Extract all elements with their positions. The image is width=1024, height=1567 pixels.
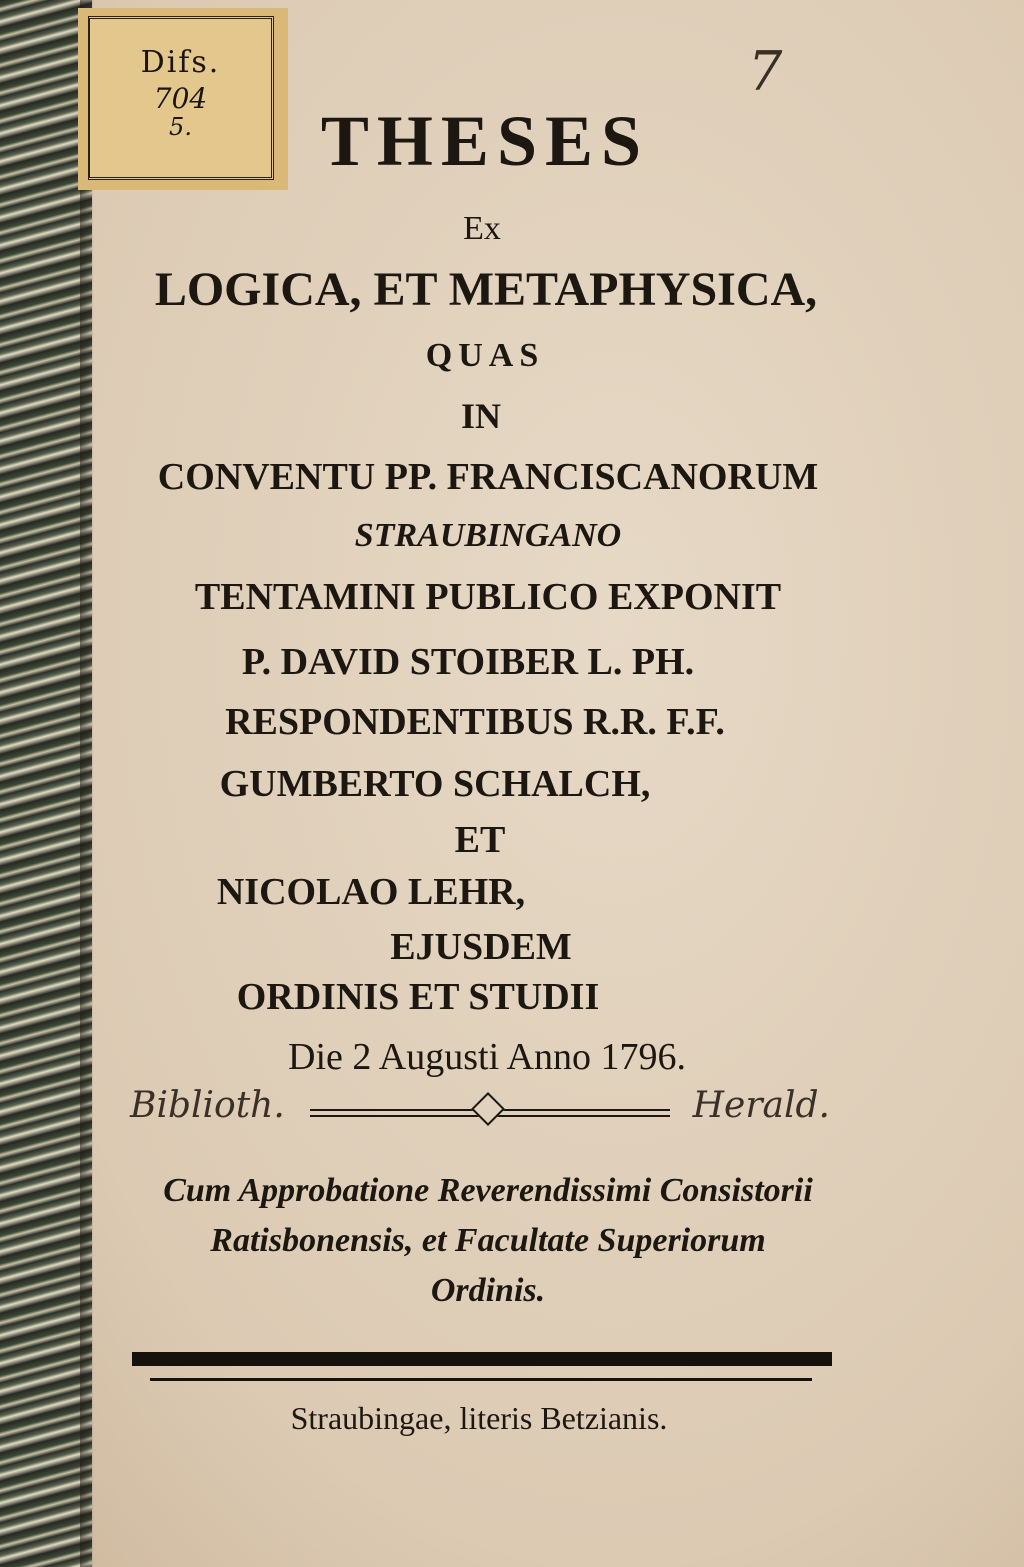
line-straubingano: STRAUBINGANO: [354, 517, 622, 554]
line-david: P. DAVID STOIBER L. PH.: [241, 641, 695, 683]
shelf-label-line3: 5.: [169, 113, 192, 141]
line-gumberto: GUMBERTO SCHALCH,: [219, 763, 651, 805]
library-stamp-right: Herald.: [692, 1085, 830, 1126]
line-nicolao: NICOLAO LEHR,: [216, 871, 526, 913]
pencil-mark: 7: [748, 40, 783, 103]
page-title: THESES: [320, 101, 650, 181]
ornament-row: [130, 1085, 830, 1135]
line-tentamini: TENTAMINI PUBLICO EXPONIT: [194, 576, 782, 618]
library-stamp-left: Biblioth.: [130, 1085, 285, 1126]
imprint: Straubingae, literis Betzianis.: [290, 1400, 668, 1436]
line-respondentibus: RESPONDENTIBUS R.R. F.F.: [225, 701, 725, 743]
approbation-line3: Ordinis.: [430, 1272, 546, 1309]
line-et: ET: [454, 819, 506, 861]
line-quas: QUAS: [425, 337, 545, 374]
approbation-line1: Cum Approbatione Reverendissimi Consistorii: [163, 1172, 813, 1209]
approbation-line2: Ratisbonensis, et Facultate Superiorum: [210, 1222, 766, 1259]
rule-thick: [132, 1352, 832, 1366]
line-ordinis: ORDINIS ET STUDII: [236, 976, 600, 1018]
line-ex: Ex: [463, 210, 501, 247]
line-ejusdem: EJUSDEM: [390, 926, 572, 968]
line-logica: LOGICA, ET METAPHYSICA,: [154, 263, 818, 316]
line-conventu: CONVENTU PP. FRANCISCANORUM: [157, 456, 819, 498]
line-date: Die 2 Augusti Anno 1796.: [288, 1036, 686, 1078]
ornament-diamond-icon: [471, 1092, 505, 1126]
shelf-label-line2: 704: [153, 82, 208, 115]
line-in: IN: [460, 396, 501, 436]
shelf-label-line1: Difs.: [140, 45, 221, 80]
rule-thin: [150, 1378, 812, 1381]
